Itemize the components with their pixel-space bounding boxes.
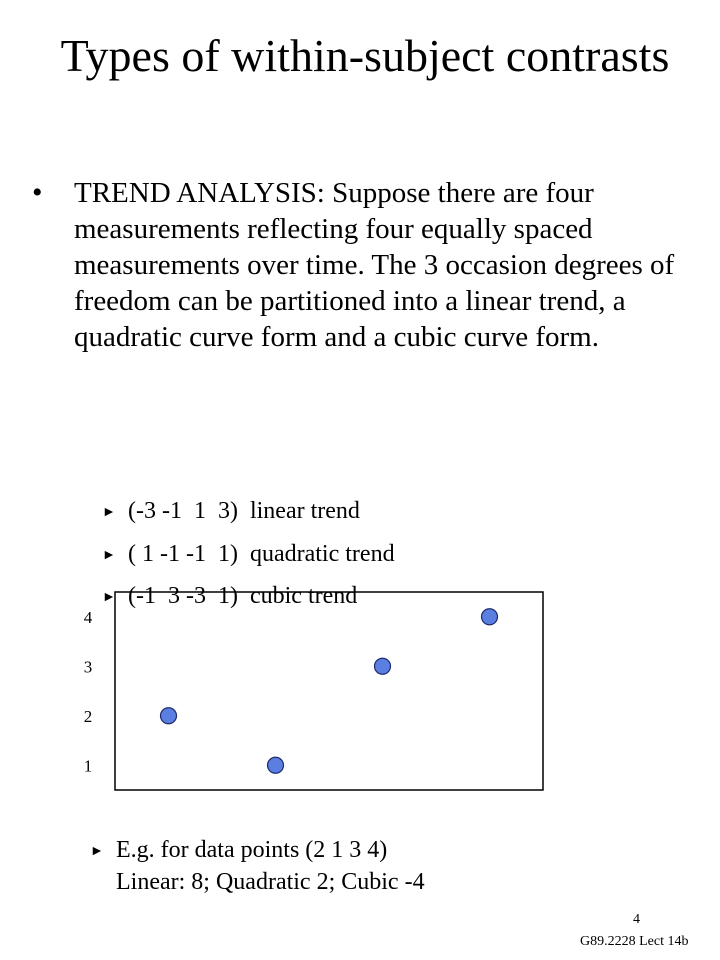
data-point [161, 708, 177, 724]
bullet-dot-icon: • [32, 176, 43, 209]
example-line-2: Linear: 8; Quadratic 2; Cubic -4 [116, 869, 425, 895]
y-tick-label: 4 [83, 607, 93, 627]
page-number: 4 [633, 912, 640, 927]
y-tick-label: 1 [83, 756, 93, 776]
right-arrow-icon: ► [90, 844, 104, 859]
data-points [161, 609, 498, 774]
slide-title: Types of within-subject contrasts [60, 30, 670, 81]
course-label: G89.2228 Lect 14b [580, 934, 689, 949]
data-point [375, 658, 391, 674]
example-note [90, 835, 425, 897]
trend-analysis-paragraph: TREND ANALYSIS: Suppose there are four measurements reflecting four equally spaced measurements over time. The 3 occasion degrees of freedom can be partitioned into a linear trend, a quadratic curve form and a cubic curve form. [74, 177, 675, 353]
scatter-chart [60, 590, 560, 800]
y-tick-label: 3 [83, 657, 93, 677]
sub-item-text: (-1 3 -3 1) cubic trend [128, 583, 358, 609]
example-line-1: E.g. for data points (2 1 3 4) [116, 837, 388, 863]
sub-item-text: (-3 -1 1 3) linear trend [128, 498, 360, 524]
right-arrow-icon: ► [102, 590, 116, 605]
sub-item-text: ( 1 -1 -1 1) quadratic trend [128, 541, 395, 567]
y-axis-ticks [84, 608, 93, 776]
plot-frame [115, 592, 543, 790]
data-point [268, 757, 284, 773]
right-arrow-icon: ► [102, 548, 116, 563]
right-arrow-icon: ► [102, 505, 116, 520]
y-tick-label: 2 [83, 706, 93, 726]
data-point [482, 609, 498, 625]
